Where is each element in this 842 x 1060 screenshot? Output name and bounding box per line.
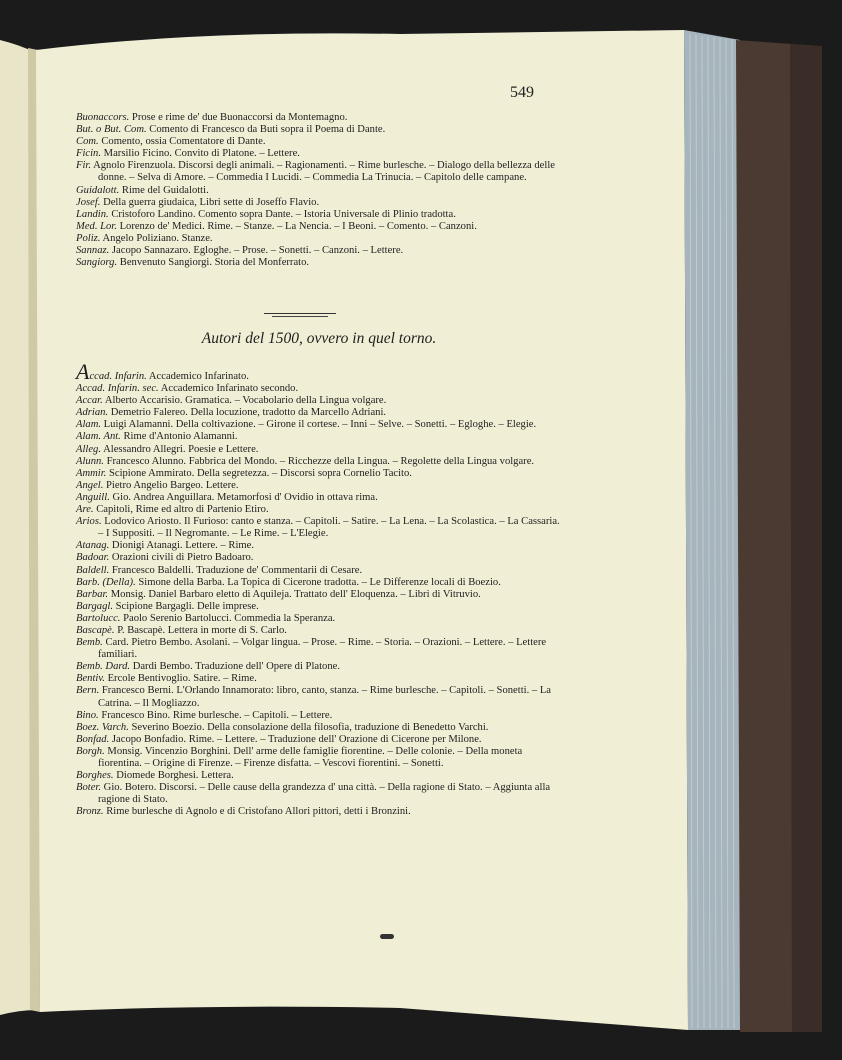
entry (76, 504, 562, 516)
entry-list-section-1 (76, 112, 562, 269)
entry-text: Prose e rime de' due Buonaccorsi da Montemagno. (131, 112, 348, 123)
drop-cap: A (76, 359, 90, 384)
entry (76, 589, 562, 601)
page-number: 549 (510, 84, 534, 101)
entry-abbreviation: Guidalott. (76, 184, 120, 196)
entry (76, 233, 562, 245)
entry-abbreviation: Borgh. (76, 745, 105, 757)
entry-abbreviation: Sannaz. (76, 245, 110, 257)
entry-text: P. Bascapè. Lettera in morte di S. Carlo. (117, 624, 287, 636)
entry-abbreviation: Accad. Infarin. sec. (76, 383, 159, 395)
entry-abbreviation: Ficin. (76, 148, 102, 160)
entry-text: Marsilio Ficino. Convito di Platone. – Lettere. (103, 148, 300, 160)
entry (76, 444, 562, 456)
entry-text: Scipione Ammirato. Della segretezza. – Discorsi sopra Cornelio Tacito. (108, 467, 412, 479)
entry-abbreviation: Barb. (Della). (76, 576, 136, 588)
entry (76, 722, 562, 734)
entry-text: Rime d'Antonio Alamanni. (123, 431, 238, 443)
entry-list-section-2 (76, 359, 562, 818)
entry (76, 136, 562, 148)
entry (76, 565, 562, 577)
entry-abbreviation: Bentiv. (76, 673, 105, 685)
entry (76, 359, 562, 384)
entry-text: Jacopo Bonfadio. Rime. – Lettere. – Traduzione dell' Orazione di Cicerone per Milone. (111, 733, 482, 745)
entry-abbreviation: Com. (76, 136, 99, 148)
section-divider (264, 313, 336, 314)
entry-abbreviation: Alam. (76, 419, 102, 431)
entry-abbreviation: Borghes. (76, 770, 114, 782)
entry-text: Severino Boezio. Della consolazione della filosofia, traduzione di Benedetto Varchi. (131, 721, 489, 733)
entry-abbreviation: Boter. (76, 782, 102, 794)
entry-abbreviation: Bemb. Dard. (76, 661, 131, 673)
entry (76, 734, 562, 746)
entry-abbreviation: Bern. (76, 685, 100, 697)
entry-text: Della guerra giudaica, Libri sette di Joseffo Flavio. (103, 196, 320, 208)
entry-text: Alberto Accarisio. Gramatica. – Vocabolario della Lingua volgare. (104, 395, 387, 407)
entry-text: Ercole Bentivoglio. Satire. – Rime. (107, 673, 257, 685)
entry-abbreviation: Adrian. (76, 407, 109, 419)
entry-text: Monsig. Daniel Barbaro eletto di Aquileja. Trattato dell' Eloquenza. – Libri di Vitruvio. (110, 588, 481, 600)
entry-text: Capitoli, Rime ed altro di Partenio Etiro. (96, 504, 269, 516)
entry-text: Comento di Francesco da Buti sopra il Poema di Dante. (149, 124, 386, 136)
entry (76, 552, 562, 564)
entry (76, 625, 562, 637)
entry (76, 770, 562, 782)
entry-text: Francesco Baldelli. Traduzione de' Commentarii di Cesare. (111, 564, 363, 576)
entry (76, 431, 562, 443)
entry-abbreviation: Bonfad. (76, 733, 110, 745)
entry-abbreviation: Landin. (76, 208, 109, 220)
entry-text: Accademico Infarinato secondo. (160, 383, 299, 395)
entry (76, 782, 562, 806)
entry-abbreviation: Poliz. (76, 232, 101, 244)
printer-mark (380, 934, 394, 939)
entry (76, 456, 562, 468)
entry-text: Luigi Alamanni. Della coltivazione. – Girone il cortese. – Inni – Selve. – Sonetti. – Egloghe. – Elegie. (103, 419, 537, 431)
entry (76, 710, 562, 722)
entry-text: Francesco Alunno. Fabbrica del Mondo. – Ricchezze della Lingua. – Regolette della Lingua volgare. (106, 455, 535, 467)
entry-text: Lodovico Ariosto. Il Furioso: canto e stanza. – Capitoli. – Satire. – La Lena. – La Scolastica. – La Cassaria. – I Suppositi. – Il Negromante. – Le Rime. – L'Elegie. (98, 516, 560, 540)
entry-abbreviation: Alunn. (76, 455, 104, 467)
entry-text: Angelo Poliziano. Stanze. (102, 232, 213, 244)
entry-text: Agnolo Firenzuola. Discorsi degli animali. – Ragionamenti. – Rime burlesche. – Dialogo della bellezza delle donne. – Selva di Amore. – Commedia I Lucidi. – Commedia La Trinucia. – Capitolo delle campane. (93, 160, 555, 184)
entry-text: Paolo Serenio Bartolucci. Commedia la Speranza. (123, 612, 336, 624)
entry-text: Comento, ossia Comentatore di Dante. (101, 136, 266, 148)
entry (76, 185, 562, 197)
entry-text: Pietro Angelio Bargeo. Lettere. (106, 479, 239, 491)
entry-abbreviation: ccad. Infarin. (89, 371, 147, 382)
entry (76, 148, 562, 160)
entry-text: Cristoforo Landino. Comento sopra Dante. – Istoria Universale di Plinio tradotta. (111, 208, 456, 220)
entry-abbreviation: Alleg. (76, 443, 102, 455)
entry (76, 661, 562, 673)
entry (76, 601, 562, 613)
entry-abbreviation: Sangiorg. (76, 257, 118, 269)
entry-abbreviation: Boez. Varch. (76, 721, 129, 733)
entry-text: Dardi Bembo. Traduzione dell' Opere di Platone. (132, 661, 340, 673)
entry-text: Jacopo Sannazaro. Egloghe. – Prose. – Sonetti. – Canzoni. – Lettere. (111, 245, 404, 257)
entry-text: Dionigi Atanagi. Lettere. – Rime. (111, 540, 255, 552)
entry-text: Francesco Berni. L'Orlando Innamorato: libro, canto, stanza. – Rime burlesche. – Capitoli. – Sonetti. – La Catrina. – Il Mogliazzo. (98, 685, 551, 709)
entry-abbreviation: Buonaccors. (76, 112, 130, 123)
entry-abbreviation: Alam. Ant. (76, 431, 121, 443)
entry (76, 673, 562, 685)
entry-text: Lorenzo de' Medici. Rime. – Stanze. – La Nencia. – I Beoni. – Comento. – Canzoni. (119, 220, 477, 232)
entry (76, 806, 562, 818)
entry (76, 209, 562, 221)
entry (76, 516, 562, 540)
entry (76, 746, 562, 770)
entry (76, 577, 562, 589)
entry-text: Orazioni civili di Pietro Badoaro. (111, 552, 254, 564)
entry-abbreviation: Accar. (76, 395, 103, 407)
entry (76, 124, 562, 136)
entry-abbreviation: Badoar. (76, 552, 110, 564)
entry-abbreviation: Angel. (76, 479, 104, 491)
entry-text: Rime burlesche di Agnolo e di Cristofano Allori pittori, detti i Bronzini. (106, 806, 411, 818)
entry-abbreviation: Josef. (76, 196, 101, 208)
entry (76, 112, 562, 124)
entry-text: Simone della Barba. La Topica di Cicerone tradotta. – Le Differenze locali di Boezio. (138, 576, 501, 588)
entry-text: Francesco Bino. Rime burlesche. – Capitoli. – Lettere. (101, 709, 333, 721)
entry-text: Benvenuto Sangiorgi. Storia del Monferrato. (119, 257, 310, 269)
entry (76, 492, 562, 504)
entry-text: Demetrio Falereo. Della locuzione, tradotto da Marcello Adriani. (110, 407, 387, 419)
entry-text: Monsig. Vincenzio Borghini. Dell' arme delle famiglie fiorentine. – Delle colonie. – Della moneta fiorentina. – Origine di Firenze. – Firenze disfatta. – Vescovi fiorentini. – Sonetti. (98, 745, 523, 769)
entry (76, 540, 562, 552)
entry-abbreviation: Anguill. (76, 491, 110, 503)
entry-abbreviation: But. o But. Com. (76, 124, 147, 136)
entry-text: Card. Pietro Bembo. Asolani. – Volgar lingua. – Prose. – Rime. – Storia. – Orazioni. – Lettere. – Lettere familiari. (98, 637, 547, 661)
entry (76, 637, 562, 661)
entry-abbreviation: Bargagl. (76, 600, 113, 612)
entry-abbreviation: Med. Lor. (76, 220, 117, 232)
entry-abbreviation: Fir. (76, 160, 92, 172)
entry (76, 395, 562, 407)
entry (76, 197, 562, 209)
entry (76, 383, 562, 395)
entry (76, 685, 562, 709)
entry-text: Diomede Borghesi. Lettera. (116, 770, 234, 782)
entry (76, 245, 562, 257)
entry-text: Gio. Botero. Discorsi. – Delle cause della grandezza d' una città. – Della ragione di Stato. – Aggiunta alla ragione di Stato. (98, 782, 551, 806)
section-divider-short (272, 316, 328, 317)
entry-text: Rime del Guidalotti. (121, 184, 209, 196)
entry (76, 160, 562, 184)
entry-text: Scipione Bargagli. Delle imprese. (115, 600, 259, 612)
entry (76, 221, 562, 233)
entry-text: Gio. Andrea Anguillara. Metamorfosi d' Ovidio in ottava rima. (112, 491, 378, 503)
entry-abbreviation: Arios. (76, 516, 102, 528)
entry-abbreviation: Bemb. (76, 637, 103, 649)
entry-abbreviation: Are. (76, 504, 94, 516)
entry (76, 257, 562, 269)
section-title: Autori del 1500, ovvero in quel torno. (201, 330, 437, 347)
entry (76, 419, 562, 431)
entry (76, 613, 562, 625)
entry-abbreviation: Bronz. (76, 806, 104, 818)
entry-abbreviation: Bartolucc. (76, 612, 121, 624)
entry-text: Alessandro Allegri. Poesie e Lettere. (103, 443, 259, 455)
entry (76, 407, 562, 419)
entry-abbreviation: Bascapè. (76, 624, 115, 636)
entry-abbreviation: Barbar. (76, 588, 109, 600)
entry-abbreviation: Ammir. (76, 467, 107, 479)
entry-text: Accademico Infarinato. (148, 371, 249, 382)
entry (76, 468, 562, 480)
entry-abbreviation: Atanag. (76, 540, 110, 552)
entry-abbreviation: Bino. (76, 709, 99, 721)
entry-abbreviation: Baldell. (76, 564, 110, 576)
entry (76, 480, 562, 492)
